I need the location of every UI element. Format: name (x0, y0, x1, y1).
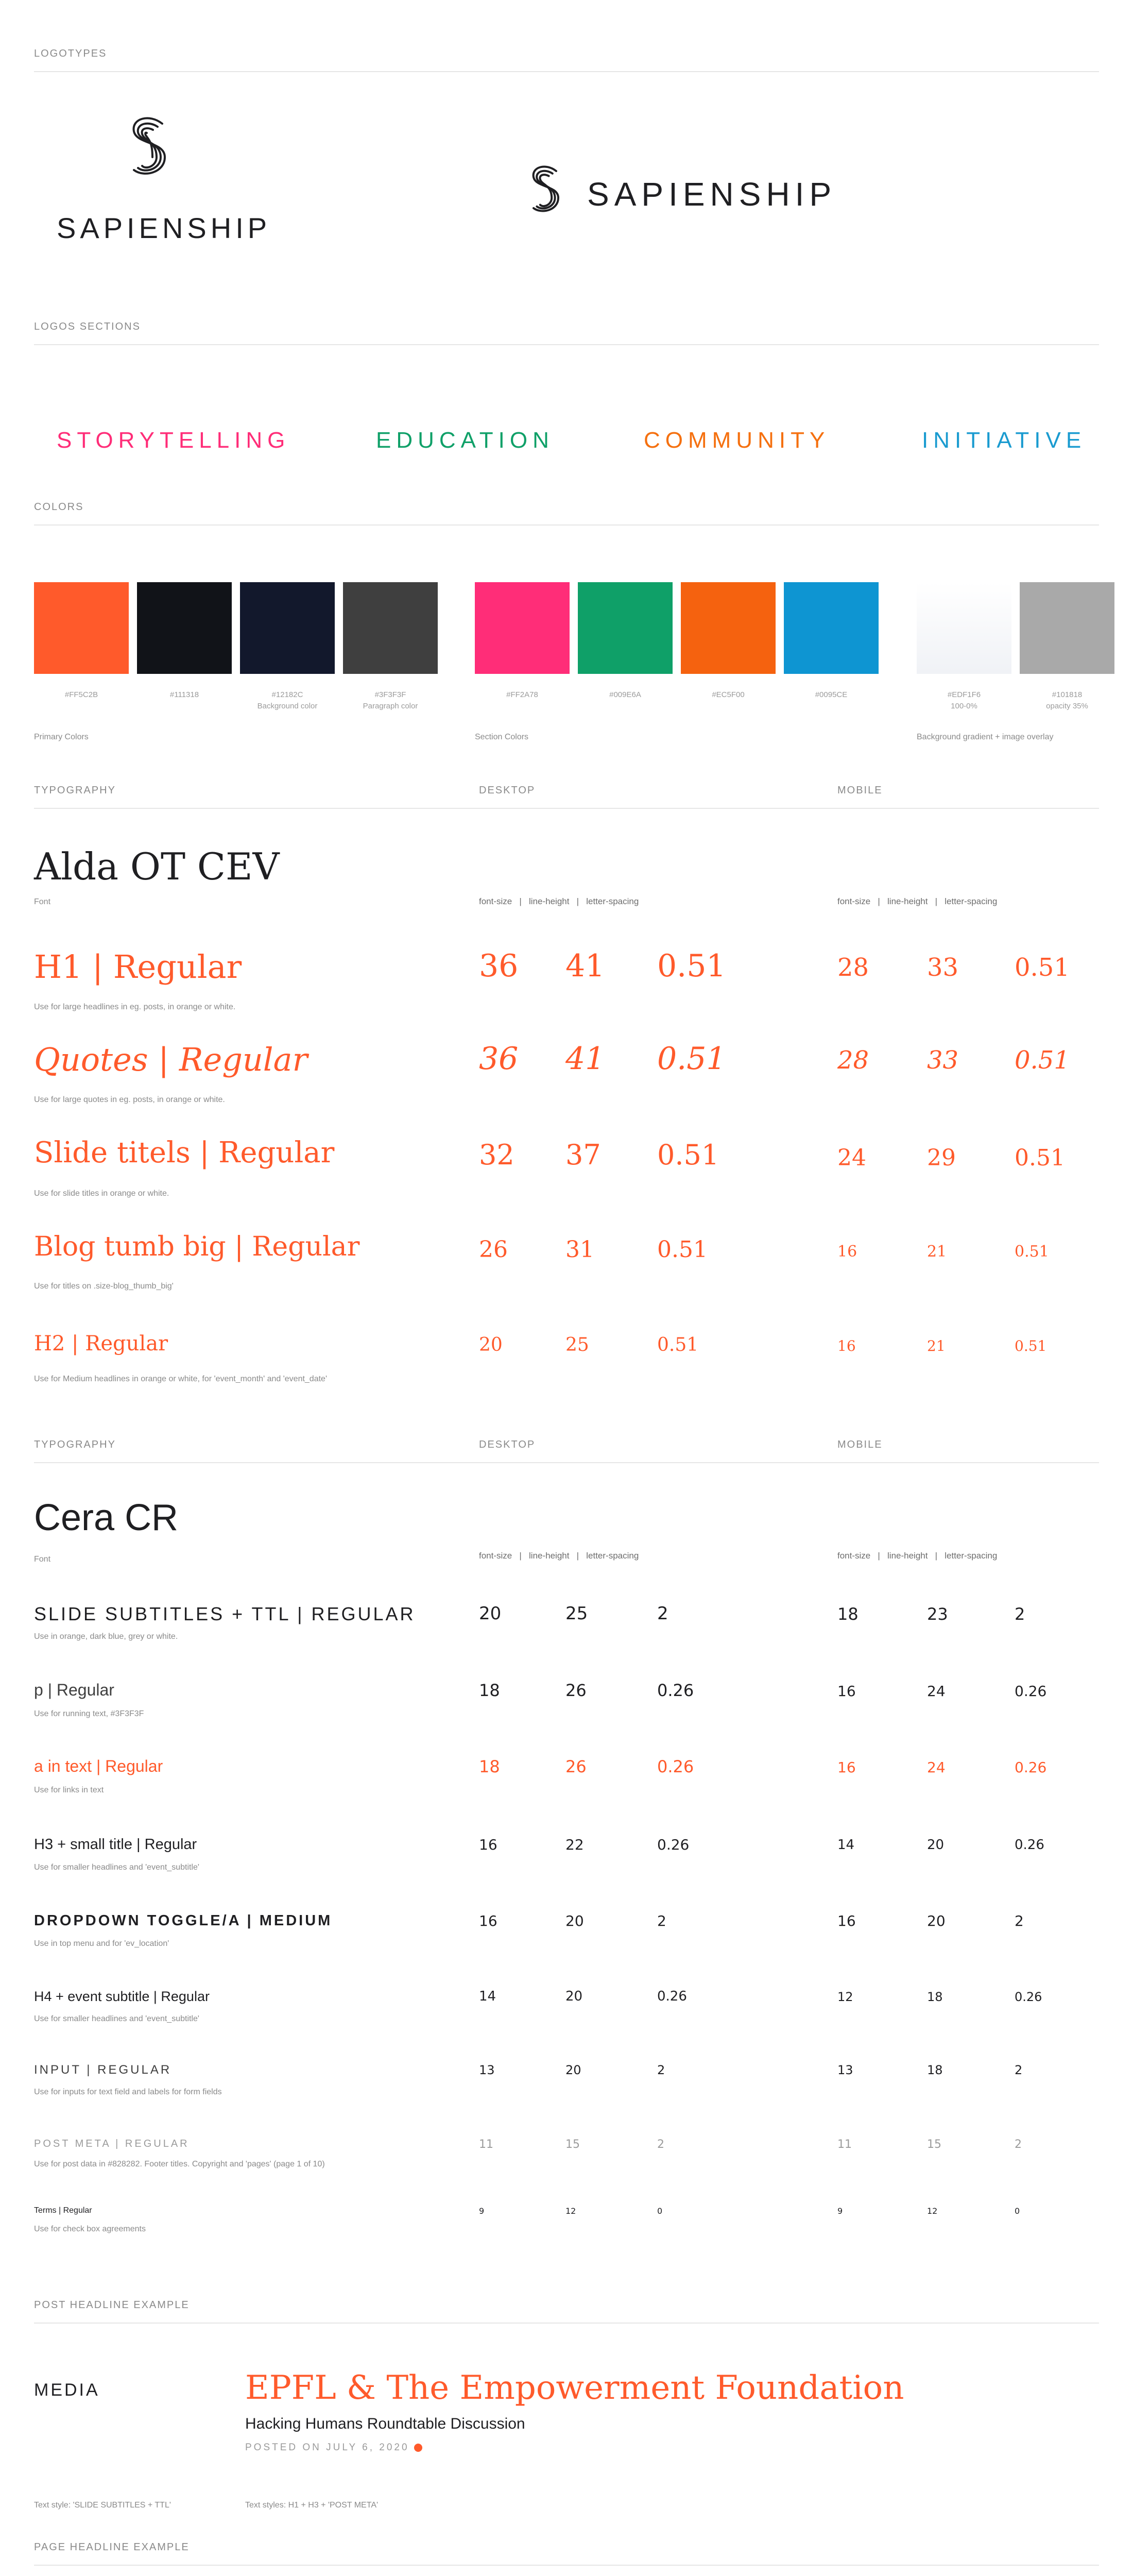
color-label: #FF2A78 (506, 690, 538, 699)
spec-value: 18 (927, 2063, 943, 2077)
section-typography-alda (34, 778, 1099, 809)
section-post-headline (34, 2293, 1099, 2324)
primary-colors-caption: Primary Colors (34, 733, 89, 741)
type-desc: Use for Medium headlines in orange or white, for 'event_month' and 'event_date' (34, 1375, 327, 1383)
logo-wordmark: SAPIENSHIP (57, 212, 271, 244)
spec-value: 11 (837, 2138, 852, 2151)
type-sample-dropdown-toggle: DROPDOWN TOGGLE/A | MEDIUM (34, 1912, 333, 1929)
spec-value: 28 (837, 1046, 869, 1075)
spec-value: 33 (927, 953, 959, 982)
spec-value: 11 (479, 2138, 493, 2151)
section-label: POST HEADLINE EXAMPLE (34, 2299, 190, 2311)
spec-value: 29 (927, 1145, 956, 1171)
section-page-headline (34, 2535, 1099, 2566)
spec-value: 16 (837, 1683, 856, 1700)
type-desc: Use for large headlines in eg. posts, in orange or white. (34, 1003, 236, 1011)
color-label: #FF5C2B (64, 690, 98, 699)
spec-value: 14 (479, 1989, 496, 2004)
spec-value: 15 (927, 2138, 941, 2151)
section-label: LOGOS SECTIONS (34, 321, 141, 332)
post-subtitle: Hacking Humans Roundtable Discussion (245, 2415, 525, 2432)
section-typography-cera (34, 1432, 1099, 1463)
spec-value: 2 (657, 1603, 668, 1624)
spec-value: 24 (927, 1759, 946, 1776)
spec-value: 0.26 (1015, 1759, 1047, 1776)
post-note-1: Text style: 'SLIDE SUBTITLES + TTL' (34, 2501, 171, 2510)
section-label: TYPOGRAPHY (34, 1439, 116, 1450)
color-swatch-pink (475, 582, 570, 674)
spec-value: 16 (837, 1912, 856, 1929)
color-swatch-black (137, 582, 232, 674)
type-desc: Use for inputs for text field and labels for form fields (34, 2088, 222, 2096)
spec-value: 37 (565, 1139, 601, 1171)
spec-value: 15 (565, 2138, 580, 2151)
spec-value: 16 (479, 1836, 497, 1853)
spec-value: 31 (565, 1236, 594, 1263)
type-desc: Use for large quotes in eg. posts, in orange or white. (34, 1095, 225, 1104)
spec-value: 0.26 (657, 1836, 690, 1853)
type-sample-h4: H4 + event subtitle | Regular (34, 1989, 210, 2004)
spec-value: 0.51 (657, 948, 726, 984)
type-desc: Use for running text, #3F3F3F (34, 1709, 144, 1718)
spec-value: 2 (1015, 2063, 1023, 2077)
spec-value: 20 (479, 1603, 502, 1624)
spec-value: 2 (1015, 2138, 1022, 2151)
spec-value: 20 (927, 1837, 945, 1853)
spec-value: 26 (565, 1757, 587, 1776)
spec-value: 24 (927, 1683, 946, 1700)
spec-value: 0.51 (657, 1236, 708, 1263)
section-logos-sections (34, 314, 1099, 345)
spec-value: 16 (479, 1912, 497, 1929)
type-sample-blog-thumb: Blog tumb big | Regular (34, 1231, 360, 1262)
spec-value: 32 (479, 1139, 514, 1171)
spec-value: 0.26 (657, 1681, 694, 1700)
post-section-label: MEDIA (34, 2380, 100, 2400)
spec-value: 0.51 (657, 1334, 699, 1355)
type-desc: Use in orange, dark blue, grey or white. (34, 1632, 178, 1641)
color-swatch-grey (343, 582, 438, 674)
section-label: TYPOGRAPHY (34, 785, 116, 796)
color-label: #3F3F3F Paragraph color (363, 690, 418, 710)
spec-value: 2 (1015, 1912, 1024, 1929)
spec-value: 0 (657, 2206, 663, 2216)
type-sample-h2: H2 | Regular (34, 1332, 168, 1355)
color-swatch-orange (34, 582, 129, 674)
mobile-label: MOBILE (837, 785, 883, 796)
spec-value: 16 (837, 1337, 856, 1354)
spec-value: 14 (837, 1837, 855, 1853)
spec-value: 2 (1015, 1604, 1025, 1624)
font-label: Font (34, 1555, 51, 1564)
spec-value: 0.51 (1015, 953, 1070, 982)
spec-value: 26 (565, 1681, 587, 1700)
type-desc: Use in top menu and for 'ev_location' (34, 1939, 169, 1948)
section-logotypes (34, 41, 1099, 72)
section-label: COLORS (34, 501, 84, 513)
column-headers-desktop: font-size | line-height | letter-spacing (479, 1551, 639, 1561)
section-logo-initiative: INITIATIVE (922, 428, 1087, 453)
spec-value: 12 (565, 2206, 576, 2216)
sapienship-logo-mark-icon (525, 163, 566, 221)
spec-value: 20 (565, 2063, 581, 2077)
spec-value: 36 (479, 948, 519, 984)
spec-value: 28 (837, 953, 869, 982)
type-sample-h1: H1 | Regular (34, 948, 242, 986)
type-sample-terms: Terms | Regular (34, 2206, 92, 2215)
spec-value: 9 (479, 2206, 485, 2216)
mobile-label: MOBILE (837, 1439, 883, 1450)
spec-value: 18 (479, 1757, 500, 1776)
post-meta: POSTED ON JULY 6, 2020 (245, 2442, 422, 2453)
post-note-2: Text styles: H1 + H3 + 'POST META' (245, 2501, 379, 2510)
type-sample-h3: H3 + small title | Regular (34, 1836, 197, 1853)
type-desc: Use for titles on .size-blog_thumb_big' (34, 1282, 174, 1291)
spec-value: 12 (927, 2206, 938, 2216)
section-colors-caption: Section Colors (475, 733, 529, 741)
background-colors-caption: Background gradient + image overlay (917, 733, 1054, 741)
type-desc: Use for check box agreements (34, 2225, 146, 2233)
spec-value: 0.51 (1015, 1046, 1070, 1075)
font-name-cera: Cera CR (34, 1497, 179, 1538)
logo-stacked (57, 113, 271, 258)
desktop-label: DESKTOP (479, 785, 536, 796)
spec-value: 0.26 (1015, 1683, 1047, 1700)
logo-wordmark: SAPIENSHIP (587, 176, 837, 213)
spec-value: 0.51 (1015, 1145, 1065, 1171)
spec-value: 0.51 (1015, 1243, 1049, 1261)
spec-value: 20 (565, 1989, 583, 2004)
type-sample-quotes: Quotes | Regular (34, 1041, 308, 1078)
spec-value: 12 (837, 1990, 853, 2004)
post-meta-dot-icon (414, 2444, 422, 2452)
spec-value: 33 (927, 1046, 959, 1075)
spec-value: 9 (837, 2206, 843, 2216)
section-logo-storytelling: STORYTELLING (57, 428, 290, 453)
spec-value: 13 (479, 2063, 495, 2077)
type-desc: Use for links in text (34, 1786, 104, 1794)
type-desc: Use for smaller headlines and 'event_subtitle' (34, 2014, 199, 2023)
column-headers-mobile: font-size | line-height | letter-spacing (837, 896, 998, 906)
spec-value: 18 (837, 1604, 859, 1624)
spec-value: 18 (927, 1990, 943, 2004)
color-swatch-deep-orange (681, 582, 776, 674)
type-desc: Use for post data in #828282. Footer titles. Copyright and 'pages' (page 1 of 10) (34, 2160, 325, 2168)
spec-value: 25 (565, 1603, 588, 1624)
post-title[interactable]: EPFL & The Empowerment Foundation (245, 2369, 904, 2407)
section-label: PAGE HEADLINE EXAMPLE (34, 2541, 190, 2553)
color-swatch-gradient (917, 582, 1011, 674)
desktop-label: DESKTOP (479, 1439, 536, 1450)
color-label: #12182C Background color (257, 690, 318, 710)
spec-value: 20 (927, 1912, 946, 1929)
section-logo-community: COMMUNITY (644, 428, 830, 453)
color-label: #0095CE (815, 690, 848, 699)
type-sample-input: INPUT | REGULAR (34, 2063, 172, 2077)
type-sample-slide-titles: Slide titels | Regular (34, 1136, 335, 1170)
type-sample-link[interactable]: a in text | Regular (34, 1757, 163, 1775)
font-label: Font (34, 897, 51, 906)
section-label: LOGOTYPES (34, 48, 107, 59)
spec-value: 0.26 (1015, 1837, 1044, 1853)
column-headers-mobile: font-size | line-height | letter-spacing (837, 1551, 998, 1561)
spec-value: 0.51 (1015, 1337, 1047, 1354)
type-desc: Use for smaller headlines and 'event_subtitle' (34, 1863, 199, 1872)
spec-value: 23 (927, 1604, 948, 1624)
color-swatch-overlay (1020, 582, 1114, 674)
spec-value: 21 (927, 1243, 947, 1261)
logo-horizontal (525, 160, 886, 232)
spec-value: 41 (565, 948, 605, 984)
spec-value: 0 (1015, 2206, 1020, 2216)
section-logo-education: EDUCATION (376, 428, 554, 453)
color-swatch-green (578, 582, 673, 674)
spec-value: 24 (837, 1145, 866, 1171)
spec-value: 2 (657, 2138, 664, 2151)
spec-value: 41 (565, 1041, 605, 1077)
spec-value: 18 (479, 1681, 500, 1700)
spec-value: 0.26 (657, 1757, 694, 1776)
spec-value: 20 (565, 1912, 584, 1929)
color-label: #111318 (169, 690, 199, 699)
spec-value: 21 (927, 1337, 946, 1354)
type-desc: Use for slide titles in orange or white. (34, 1189, 169, 1198)
section-colors (34, 495, 1099, 526)
spec-value: 0.26 (657, 1989, 687, 2004)
color-swatch-blue (784, 582, 879, 674)
color-label: #EC5F00 (712, 690, 745, 699)
type-sample-post-meta: POST META | REGULAR (34, 2138, 190, 2149)
spec-value: 20 (479, 1334, 503, 1355)
type-sample-slide-subtitles: SLIDE SUBTITLES + TTL | REGULAR (34, 1603, 416, 1624)
spec-value: 26 (479, 1236, 508, 1263)
column-headers-desktop: font-size | line-height | letter-spacing (479, 896, 639, 906)
sapienship-logo-mark-icon (124, 113, 175, 185)
spec-value: 25 (565, 1334, 589, 1355)
color-label: #009E6A (609, 690, 641, 699)
spec-value: 22 (565, 1836, 584, 1853)
spec-value: 0.26 (1015, 1990, 1042, 2004)
spec-value: 2 (657, 1912, 666, 1929)
spec-value: 16 (837, 1243, 857, 1261)
spec-value: 36 (479, 1041, 519, 1077)
spec-value: 0.51 (657, 1139, 719, 1171)
type-sample-paragraph: p | Regular (34, 1681, 114, 1699)
color-label: #101818 opacity 35% (1046, 690, 1088, 710)
spec-value: 0.51 (657, 1041, 726, 1077)
color-label: #EDF1F6 100-0% (947, 690, 981, 710)
spec-value: 13 (837, 2063, 853, 2077)
spec-value: 2 (657, 2063, 665, 2077)
font-name-alda: Alda OT CEV (34, 845, 280, 888)
spec-value: 16 (837, 1759, 856, 1776)
color-swatch-navy (240, 582, 335, 674)
